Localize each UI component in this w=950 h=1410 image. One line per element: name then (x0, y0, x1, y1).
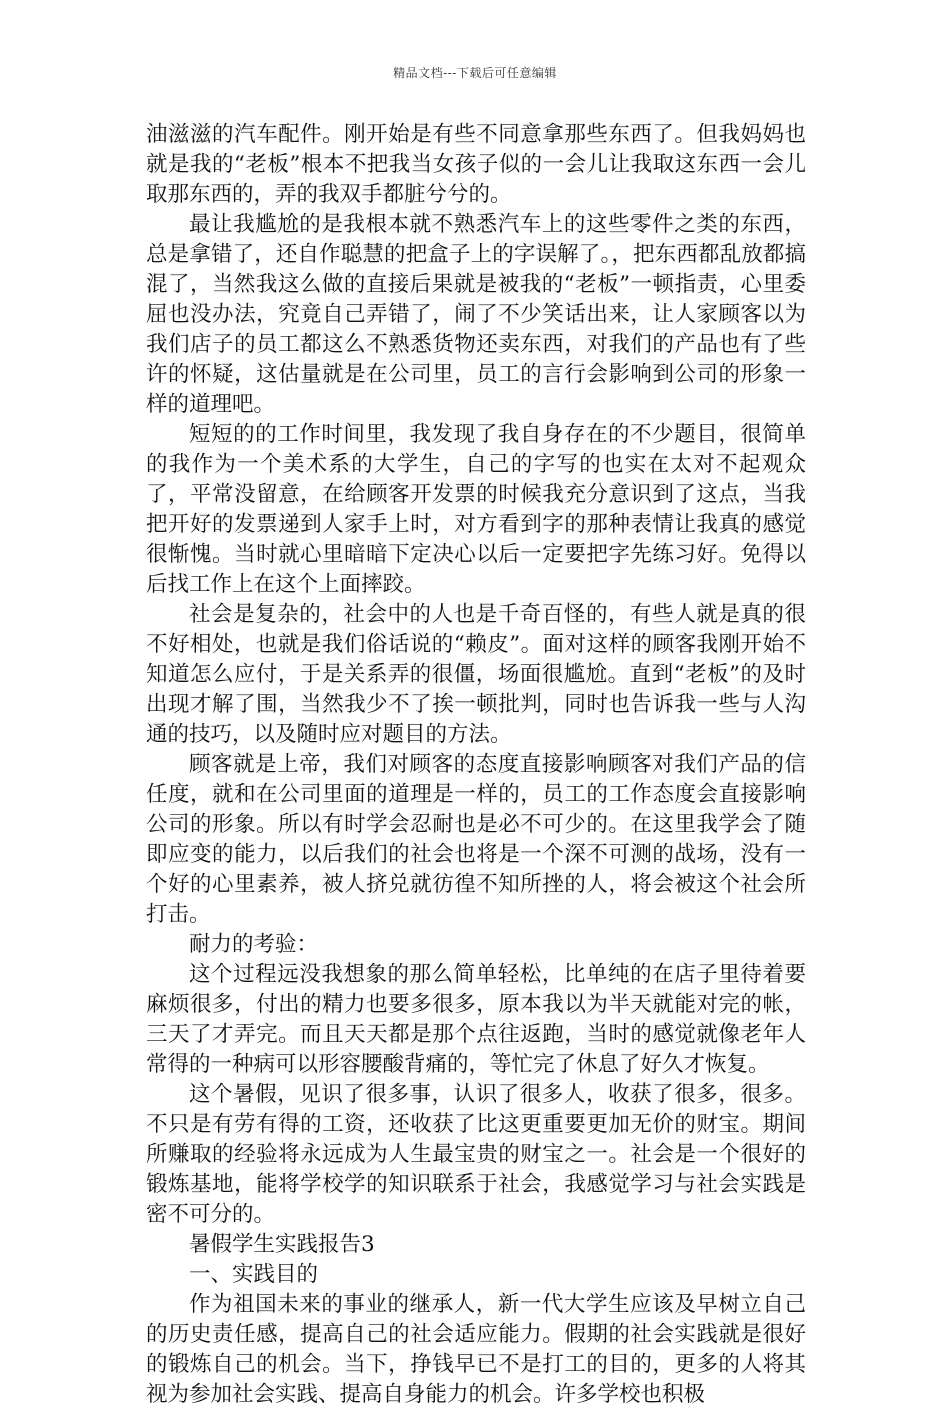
paragraph: 社会是复杂的，社会中的人也是千奇百怪的，有些人就是真的很不好相处，也就是我们俗话说的“赖皮”。面对这样的顾客我刚开始不知道怎么应付，于是关系弄的很僵，场面很尴尬。直到“老板”的及时出现才解了围，当然我少不了挨一顿批判，同时也告诉我一些与人沟通的技巧，以及随时应对题目的方法。 (146, 602, 806, 747)
paragraph: 短短的的工作时间里，我发现了我自身存在的不少题目，很简单的我作为一个美术系的大学生，自己的字写的也实在太对不起观众了，平常没留意，在给顾客开发票的时候我充分意识到了这点，当我把开好的发票递到人家手上时，对方看到字的那种表情让我真的感觉很惭愧。当时就心里暗暗下定决心以后一定要把字先练习好。免得以后找工作上在这个上面摔跤。 (146, 422, 806, 597)
report-title: 暑假学生实践报告3 (189, 1232, 375, 1257)
paragraph-continued: 油滋滋的汽车配件。刚开始是有些不同意拿那些东西了。但我妈妈也就是我的“老板”根本不把我当女孩子似的一会儿让我取这东西一会儿取那东西的，弄的我双手都脏兮兮的。 (146, 122, 806, 207)
paragraph: 最让我尴尬的是我根本就不熟悉汽车上的这些零件之类的东西，总是拿错了，还自作聪慧的把盒子上的字误解了。，把东西都乱放都搞混了，当然我这么做的直接后果就是被我的“老板”一顿指责，心里委屈也没办法，究竟自己弄错了，闹了不少笑话出来，让人家顾客以为我们店子的员工都这么不熟悉货物还卖东西，对我们的产品也有了些许的怀疑，这估量就是在公司里，员工的言行会影响到公司的形象一样的道理吧。 (146, 212, 806, 417)
section-label: 耐力的考验： (189, 932, 319, 957)
paragraph: 顾客就是上帝，我们对顾客的态度直接影响顾客对我们产品的信任度，就和在公司里面的道理是一样的，员工的工作态度会直接影响公司的形象。所以有时学会忍耐也是必不可少的。在这里我学会了随即应变的能力，以后我们的社会也将是一个深不可测的战场，没有一个好的心里素养，被人挤兑就彷徨不知所挫的人，将会被这个社会所打击。 (146, 752, 806, 927)
section-heading: 一、实践目的 (189, 1262, 319, 1287)
paragraph: 作为祖国未来的事业的继承人，新一代大学生应该及早树立自己的历史责任感，提高自己的社会适应能力。假期的社会实践就是很好的锻炼自己的机会。当下，挣钱早已不是打工的目的，更多的人将其视为参加社会实践、提高自身能力的机会。许多学校也积极 (146, 1292, 806, 1407)
page-header: 精品文档---下载后可任意编辑 (393, 66, 557, 80)
document-body (146, 120, 806, 1410)
paragraph: 这个暑假，见识了很多事，认识了很多人，收获了很多，很多。不只是有劳有得的工资，还收获了比这更重要更加无价的财宝。期间所赚取的经验将永远成为人生最宝贵的财宝之一。社会是一个很好的锻炼基地，能将学校学的知识联系于社会，我感觉学习与社会实践是密不可分的。 (146, 1082, 806, 1227)
paragraph: 这个过程远没我想象的那么简单轻松，比单纯的在店子里待着要麻烦很多，付出的精力也要多很多，原本我以为半天就能对完的帐，三天了才弄完。而且天天都是那个点往返跑，当时的感觉就像老年人常得的一种病可以形容腰酸背痛的，等忙完了休息了好久才恢复。 (146, 962, 806, 1077)
